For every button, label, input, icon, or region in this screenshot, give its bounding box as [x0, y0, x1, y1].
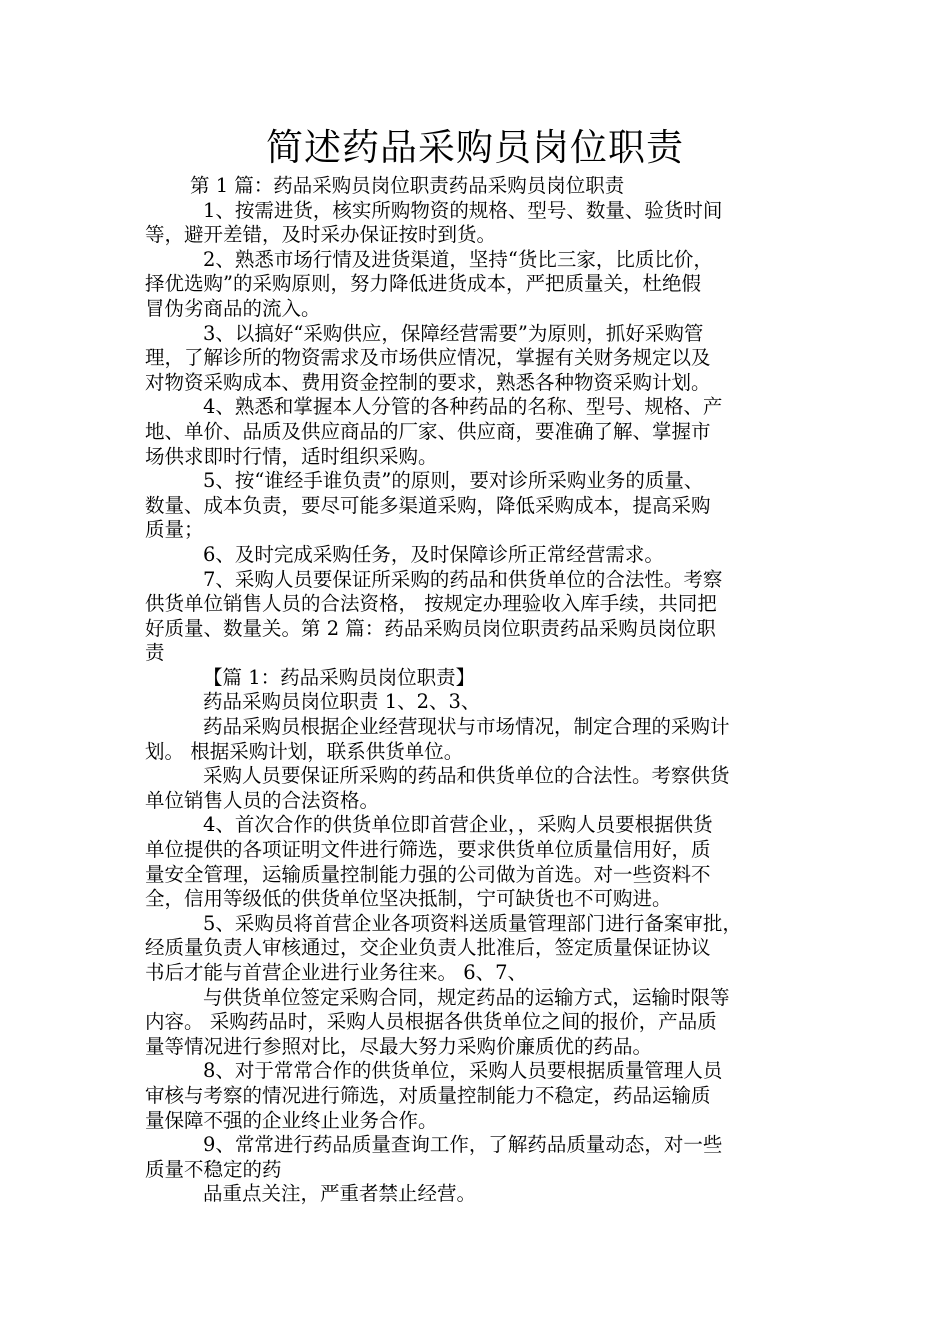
paragraph [145, 568, 817, 666]
text-line: 质量不稳定的药 [145, 1157, 282, 1181]
text-line: 7、采购人员要保证所采购的药品和供货单位的合法性。考察 [203, 567, 723, 591]
paragraph [145, 543, 817, 568]
text-line: 6、及时完成采购任务，及时保障诊所正常经营需求。 [203, 542, 664, 566]
text-line: 药品采购员岗位职责 1、2、3、 [203, 690, 481, 714]
paragraph [145, 469, 817, 543]
paragraph [145, 666, 817, 691]
paragraph [145, 1133, 817, 1182]
text-line: 4、熟悉和掌握本人分管的各种药品的名称、型号、规格、产 [203, 395, 723, 419]
text-line: 5、采购员将首营企业各项资料送质量管理部门进行备案审批， [203, 911, 742, 935]
text-line: 供货单位销售人员的合法资格， 按规定办理验收入库手续，共同把 [145, 592, 717, 616]
text-line: 量保障不强的企业终止业务合作。 [145, 1108, 438, 1132]
text-line: 单位提供的各项证明文件进行筛选，要求供货单位质量信用好，质 [145, 838, 711, 862]
text-line: 对物资采购成本、费用资金控制的要求，熟悉各种物资采购计划。 [145, 370, 711, 394]
text-line: 1、按需进货，核实所购物资的规格、型号、数量、验货时间 [203, 198, 723, 222]
document-body [145, 174, 817, 1207]
paragraph [145, 690, 817, 715]
paragraph [145, 174, 817, 199]
paragraph [145, 986, 817, 1060]
text-line: 2、熟悉市场行情及进货渠道，坚持“货比三家，比质比价， [203, 247, 713, 271]
text-line: 4、首次合作的供货单位即首营企业，，采购人员要根据供货 [203, 813, 713, 837]
text-line: 药品采购员根据企业经营现状与市场情况，制定合理的采购计 [203, 715, 730, 739]
document-title: 简述药品采购员岗位职责 [266, 126, 684, 169]
text-line: 责 [145, 641, 165, 665]
paragraph [145, 715, 817, 764]
text-line: 理，了解诊所的物资需求及市场供应情况，掌握有关财务规定以及 [145, 346, 711, 370]
text-line: 量安全管理，运输质量控制能力强的公司做为首选。对一些资料不 [145, 862, 711, 886]
text-line: 数量、成本负责，要尽可能多渠道采购，降低采购成本，提高采购 [145, 493, 711, 517]
text-line: 择优选购”的采购原则，努力降低进货成本，严把质量关，杜绝假 [145, 272, 701, 296]
text-line: 好质量、数量关。第 2 篇：药品采购员岗位职责药品采购员岗位职 [145, 616, 716, 640]
text-line: 9、常常进行药品质量查询工作，了解药品质量动态，对一些 [203, 1133, 723, 1157]
paragraph [145, 1059, 817, 1133]
text-line: 等，避开差错，及时采办保证按时到货。 [145, 223, 497, 247]
text-line: 量等情况进行参照对比，尽最大努力采购价廉质优的药品。 [145, 1034, 653, 1058]
text-line: 5、按“谁经手谁负责”的原则，要对诊所采购业务的质量、 [203, 469, 704, 493]
paragraph [145, 1182, 817, 1207]
text-line: 冒伪劣商品的流入。 [145, 296, 321, 320]
text-line: 【篇 1：药品采购员岗位职责】 [203, 665, 476, 689]
text-line: 审核与考察的情况进行筛选，对质量控制能力不稳定，药品运输质 [145, 1083, 711, 1107]
paragraph [145, 764, 817, 813]
paragraph [145, 813, 817, 911]
paragraph [145, 199, 817, 248]
text-line: 场供求即时行情，适时组织采购。 [145, 444, 438, 468]
text-line: 品重点关注，严重者禁止经营。 [203, 1182, 477, 1206]
text-line: 质量； [145, 518, 204, 542]
text-line: 3、以搞好“采购供应，保障经营需要”为原则，抓好采购管 [203, 321, 704, 345]
text-line: 书后才能与首营企业进行业务往来。 6、7、 [145, 961, 528, 984]
text-line: 划。 根据采购计划，联系供货单位。 [145, 739, 464, 763]
text-line: 地、单价、品质及供应商品的厂家、供应商，要准确了解、掌握市 [145, 419, 711, 443]
text-line: 内容。 采购药品时，采购人员根据各供货单位之间的报价，产品质 [145, 1010, 717, 1034]
text-line: 8、对于常常合作的供货单位，采购人员要根据质量管理人员 [203, 1059, 723, 1083]
text-line: 第 1 篇：药品采购员岗位职责药品采购员岗位职责 [190, 174, 625, 197]
paragraph [145, 322, 817, 396]
paragraph [145, 395, 817, 469]
text-line: 全，信用等级低的供货单位坚决抵制，宁可缺货也不可购进。 [145, 887, 672, 911]
text-line: 采购人员要保证所采购的药品和供货单位的合法性。考察供货 [203, 764, 730, 788]
paragraph [145, 248, 817, 322]
text-line: 经质量负责人审核通过，交企业负责人批准后，签定质量保证协议 [145, 936, 711, 960]
paragraph [145, 912, 817, 986]
text-line: 单位销售人员的合法资格。 [145, 788, 380, 812]
text-line: 与供货单位签定采购合同，规定药品的运输方式，运输时限等 [203, 985, 730, 1009]
